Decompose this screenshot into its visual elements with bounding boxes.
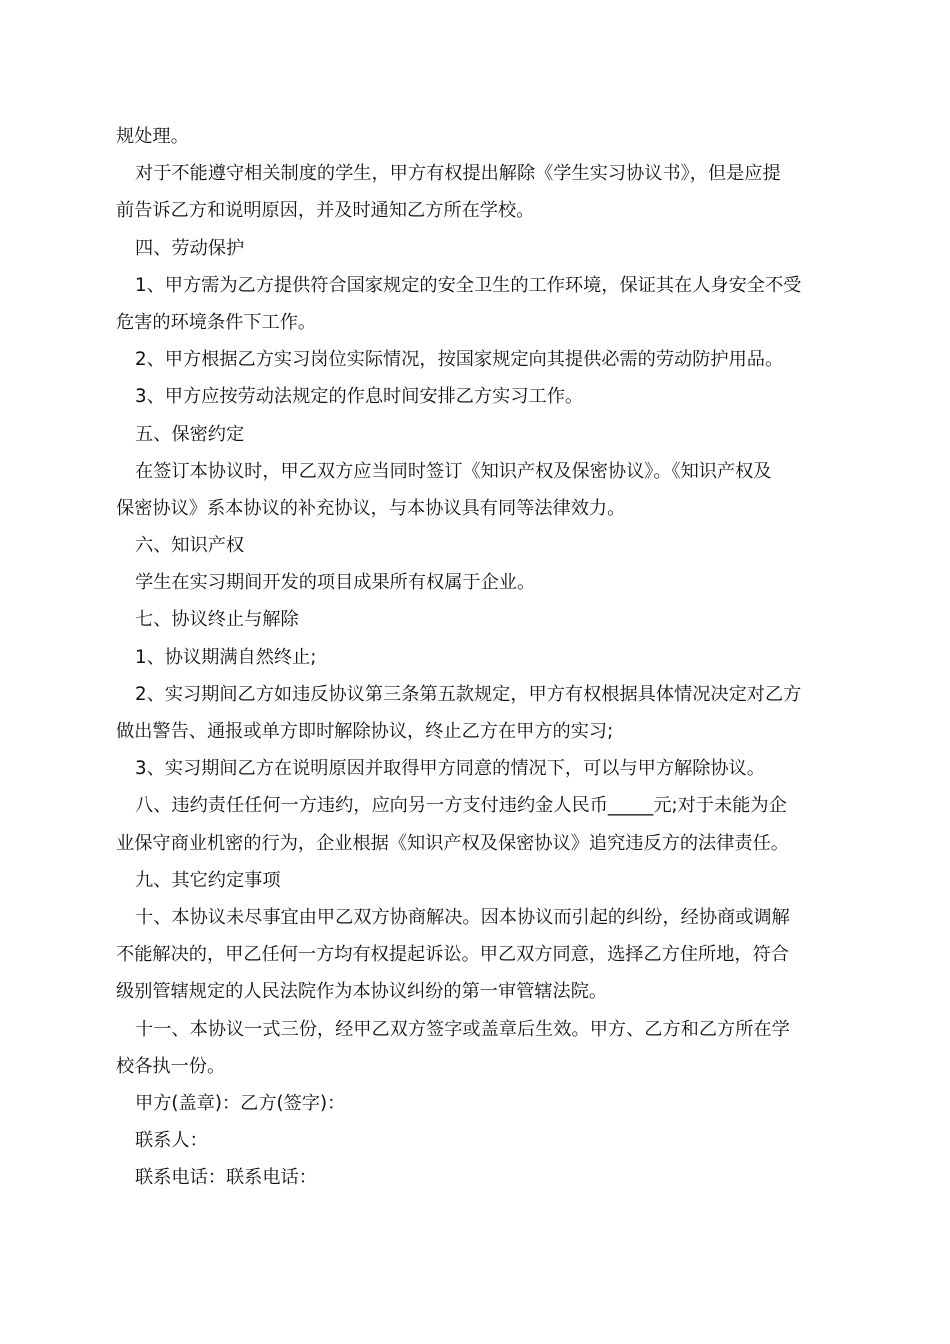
text-line-26: 校各执一份。 [116,1055,226,1077]
section-heading-8: 八、违约责任任何一方违约，应向另一方支付违约金人民币_____元;对于未能为企 [135,795,787,817]
text-line-1: 规处理。 [116,126,189,147]
text-line-23: 不能解决的，甲乙任何一方均有权提起诉讼。甲乙双方同意，选择乙方住所地，符合 [116,944,789,966]
contact-person-line: 联系人： [135,1130,208,1152]
document-body [116,118,836,1196]
text-line-11: 保密协议》系本协议的补充协议，与本协议具有同等法律效力。 [116,497,626,519]
section-heading-9: 九、其它约定事项 [135,869,281,891]
text-line-8: 3、甲方应按劳动法规定的作息时间安排乙方实习工作。 [135,386,584,408]
section-heading-6: 六、知识产权 [135,535,245,557]
text-line-3: 前告诉乙方和说明原因，并及时通知乙方所在学校。 [116,200,535,222]
section-heading-11: 十一、本协议一式三份，经甲乙双方签字或盖章后生效。甲方、乙方和乙方所在学 [135,1018,790,1040]
section-heading-7: 七、协议终止与解除 [135,609,299,631]
text-line-20: 业保守商业机密的行为，企业根据《知识产权及保密协议》追究违反方的法律责任。 [116,832,789,854]
text-line-5: 1、甲方需为乙方提供符合国家规定的安全卫生的工作环境，保证其在人身安全不受 [135,274,802,296]
section-heading-10: 十、本协议未尽事宜由甲乙双方协商解决。因本协议而引起的纠纷，经协商或调解 [135,906,790,928]
text-line-10: 在签订本协议时，甲乙双方应当同时签订《知识产权及保密协议》。《知识产权及 [135,460,772,482]
text-line-17: 做出警告、通报或单方即时解除协议，终止乙方在甲方的实习; [116,721,614,742]
text-line-2: 对于不能遵守相关制度的学生，甲方有权提出解除《学生实习协议书》，但是应提 [135,163,781,185]
text-line-18: 3、实习期间乙方在说明原因并取得甲方同意的情况下，可以与甲方解除协议。 [135,758,765,780]
contact-phone-line: 联系电话：联系电话： [135,1167,317,1189]
text-line-13: 学生在实习期间开发的项目成果所有权属于企业。 [135,572,536,594]
text-line-16: 2、实习期间乙方如违反协议第三条第五款规定，甲方有权根据具体情况决定对乙方 [135,683,802,705]
section-heading-4: 四、劳动保护 [135,237,245,259]
text-line-15: 1、协议期满自然终止; [135,646,317,668]
text-line-24: 级别管辖规定的人民法院作为本协议纠纷的第一审管辖法院。 [116,981,608,1003]
signature-line: 甲方(盖章)：乙方(签字)： [135,1092,346,1114]
section-heading-5: 五、保密约定 [135,423,245,445]
text-line-7: 2、甲方根据乙方实习岗位实际情况，按国家规定向其提供必需的劳动防护用品。 [135,349,784,371]
text-line-6: 危害的环境条件下工作。 [116,311,317,333]
